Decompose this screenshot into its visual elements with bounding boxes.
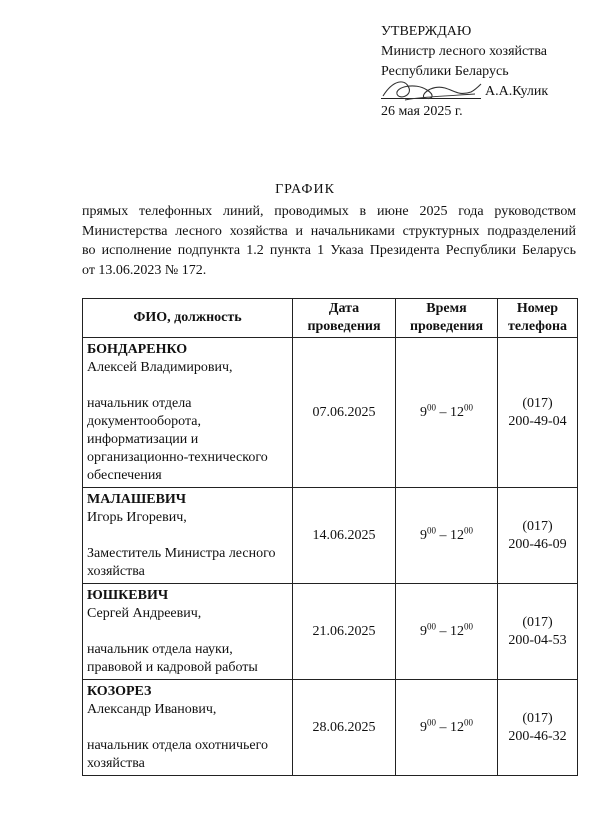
person-position: начальник отдела охотничьего хозяйства [87, 738, 269, 771]
table-row [83, 680, 578, 776]
person-cell [83, 680, 293, 776]
header-time: Время проведения [396, 299, 498, 338]
phone-cell: (017) 200-49-04 [498, 338, 578, 488]
person-surname: КОЗОРЕЗ [87, 684, 152, 699]
time-cell: $9^{00} - 12^{00}$ [396, 584, 498, 680]
table-row [83, 488, 578, 584]
signature-row [381, 82, 591, 102]
date-cell: 21.06.2025 [293, 584, 396, 680]
header-person: ФИО, должность [83, 299, 293, 338]
person-given-name: Александр Иванович, [87, 702, 217, 717]
document-subtitle [82, 202, 576, 280]
person-cell [83, 488, 293, 584]
subtitle-line: прямых телефонных линий, проводимых в июне 2025 года руководством [82, 204, 576, 219]
table-row [83, 338, 578, 488]
date-cell: 28.06.2025 [293, 680, 396, 776]
person-cell [83, 338, 293, 488]
date-cell: 14.06.2025 [293, 488, 396, 584]
approval-heading: УТВЕРЖДАЮ [381, 24, 472, 39]
person-position: Заместитель Министра лесного хозяйства [87, 546, 276, 579]
signer-name: А.А.Кулик [485, 84, 549, 99]
subtitle-line: от 13.06.2023 № 172. [82, 262, 207, 278]
handwritten-signature-icon [375, 70, 485, 110]
time-cell: $9^{00} - 12^{00}$ [396, 680, 498, 776]
approval-date: 26 мая 2025 г. [381, 104, 463, 119]
subtitle-line: во исполнение подпункта 1.2 пункта 1 Указа Президента Республики Беларусь [82, 243, 576, 258]
table-header-row [83, 299, 578, 338]
person-surname: БОНДАРЕНКО [87, 342, 188, 357]
person-position: начальник отдела документооборота, информатизации и организационно-технического обеспечения [87, 396, 268, 483]
person-given-name: Алексей Владимирович, [87, 360, 233, 375]
schedule-table [82, 298, 578, 776]
table-row [83, 584, 578, 680]
header-date: Дата проведения [293, 299, 396, 338]
phone-cell: (017) 200-46-32 [498, 680, 578, 776]
time-cell: $9^{00} - 12^{00}$ [396, 338, 498, 488]
person-surname: МАЛАШЕВИЧ [87, 492, 187, 507]
approval-country: Республики Беларусь [381, 64, 509, 79]
person-given-name: Игорь Игоревич, [87, 510, 187, 525]
phone-cell: (017) 200-04-53 [498, 584, 578, 680]
person-position: начальник отдела науки, правовой и кадровой работы [87, 642, 258, 675]
person-given-name: Сергей Андреевич, [87, 606, 202, 621]
phone-cell: (017) 200-46-09 [498, 488, 578, 584]
approval-position: Министр лесного хозяйства [381, 44, 547, 59]
subtitle-line: Министерства лесного хозяйства и начальниками структурных подразделений [82, 223, 576, 239]
person-surname: ЮШКЕВИЧ [87, 588, 169, 603]
document-title: ГРАФИК [275, 182, 335, 197]
date-cell: 07.06.2025 [293, 338, 396, 488]
header-phone: Номер телефона [498, 299, 578, 338]
person-cell [83, 584, 293, 680]
time-cell: $9^{00} - 12^{00}$ [396, 488, 498, 584]
approval-block [381, 22, 591, 122]
